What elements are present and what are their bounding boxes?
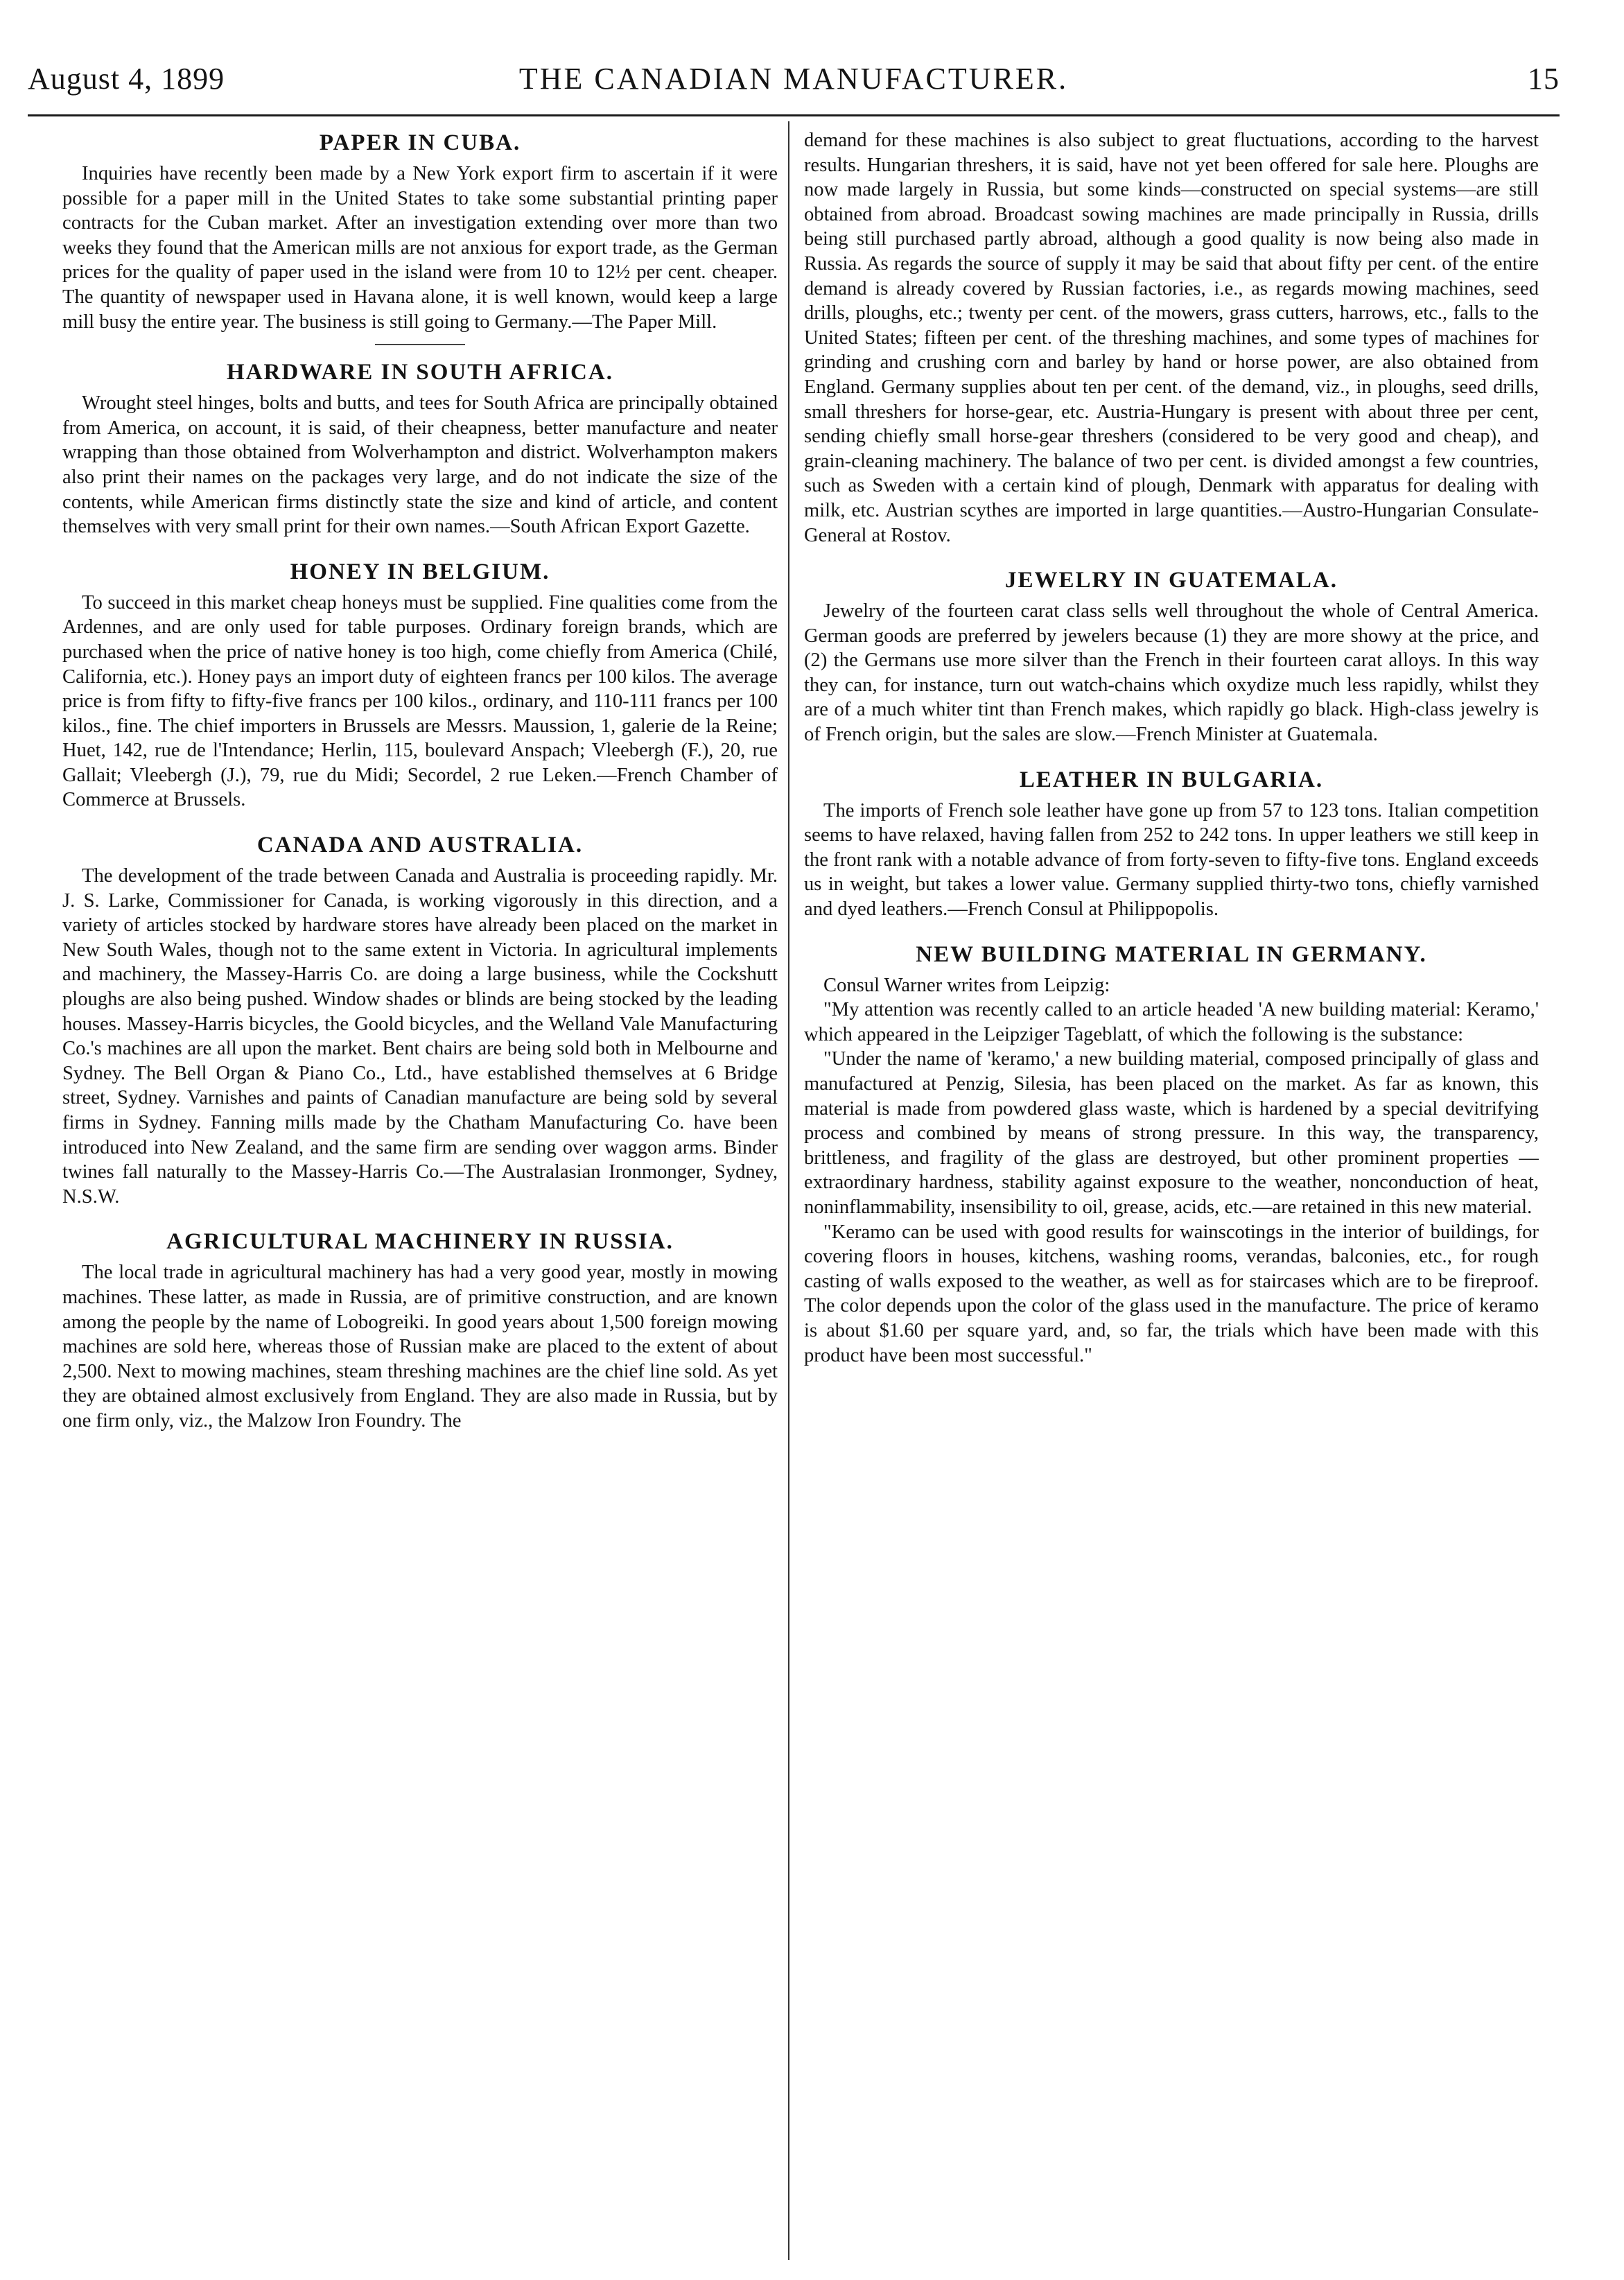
article-leather-in-bulgaria [804, 765, 1539, 922]
masthead [28, 0, 1560, 121]
article-body [804, 128, 1539, 548]
article-body [62, 162, 778, 334]
article-jewelry-in-guatemala [804, 566, 1539, 747]
article-new-building-material-in-germany [804, 940, 1539, 1368]
article-headline: CANADA AND AUSTRALIA. [256, 833, 584, 858]
article-paragraph: "Under the name of 'keramo,' a new building material, composed principally of glass and manufactured at Penzig, Silesia, has been placed on the market. As far as known, this material is made from powdered glass waste, which is hardened by a special devitrifying process and combined by means of strong pressure. In this way, the transparency, brittleness, and fragility of the glass are destroyed, but other prominent properties — extraordinary hardness, stability against exposure to the weather, nonconduction of heat, noninflammability, insensibility to oil, grease, acids, etc.—are retained in this new material. [804, 1048, 1539, 1218]
column-divider [788, 121, 789, 2260]
article-body [62, 391, 778, 539]
right-column [804, 128, 1539, 2267]
article-body [62, 1260, 778, 1433]
article-headline: AGRICULTURAL MACHINERY IN RUSSIA. [166, 1229, 674, 1255]
section-divider [375, 344, 465, 345]
article-hardware-in-south-africa [62, 358, 778, 539]
article-paragraph: Inquiries have recently been made by a New York export firm to ascertain if it were possible for a paper mill in the United States to take some substantial printing paper contracts for the Cuban market. After an investigation extending over more than two weeks they found that the American mills are not anxious for export trade, as the German prices for the quality of paper used in the island were from 10 to 12½ per cent. cheaper. The quantity of newspaper used in Havana alone, it is well known, would keep a large mill busy the entire year. The business is still going to Germany.—The Paper Mill. [62, 163, 778, 333]
issue-date: August 4, 1899 [28, 62, 225, 96]
article-headline: NEW BUILDING MATERIAL IN GERMANY. [916, 941, 1427, 967]
article-paragraph: demand for these machines is also subject to great fluctuations, according to the harvest results. Hungarian threshers, it is said, have not yet been offered for sale here. Ploughs are now made largely in Russia, but some kinds—constructed on special systems—are still obtained from abroad. Broadcast sowing machines are made principally in Russia, drills being still purchased partly abroad, although a good quality is now being also made in Russia. As regards the source of supply it may be said that about fifty per cent. of the entire demand is already covered by Russian factories, i.e., as regards mowing machines, seed drills, ploughs, etc.; twenty per cent. of the mowers, grass cutters, harrows, etc., falls to the United States; fifteen per cent. of the threshing machines, and some types of machines for grinding and crushing corn and barley by hand or horse power, are also obtained from England. Germany supplies about ten per cent. of the demand, viz., in ploughs, seed drills, small threshers for horse-gear, etc. Austria-Hungary is present with about three per cent, sending chiefly small horse-gear threshers (considered to be very good and cheap), and grain-cleaning machinery. The balance of two per cent. is divided amongst a few countries, such as Sweden with a certain kind of plough, Denmark with apparatus for dealing with milk, etc. Austrian scythes are imported in large quantities.—Austro-Hungarian Consulate-General at Rostov. [804, 130, 1539, 546]
article-paragraph: Jewelry of the fourteen carat class sells well throughout the whole of Central America. German goods are preferred by jewelers because (1) they are more showy at the price, and (2) the Germans use more silver than the French in their fourteen carat alloys. In this way they can, for instance, turn out watch-chains which oxydize much less rapidly, whilst they are of a much whiter tint than French makes, which rapidly go black. High-class jewelry is of French origin, but the sales are slow.—French Minister at Guatemala. [804, 600, 1539, 746]
article-headline: HONEY IN BELGIUM. [290, 559, 550, 584]
article-body [62, 864, 778, 1209]
left-column [62, 128, 778, 2267]
article-paragraph: Wrought steel hinges, bolts and butts, and tees for South Africa are principally obtained from America, on account, it is said, of their cheapness, better manufacture and neater wrapping than those obtained from Wolverhampton and district. Wolverhampton makers also print their names on the packages very large, and do not indicate the size of the contents, while American firms distinctly state the size and kind of article, and content themselves with very small print for their own names.—South African Export Gazette. [62, 392, 778, 538]
article-headline: HARDWARE IN SOUTH AFRICA. [227, 360, 613, 385]
article-agricultural-machinery-continued [804, 128, 1539, 548]
article-paragraph: "My attention was recently called to an article headed 'A new building material: Keramo,' which appeared in the Leipziger Tageblatt, of which the following is the substance: [804, 999, 1539, 1045]
article-paragraph: The imports of French sole leather have gone up from 57 to 123 tons. Italian competition seems to have relaxed, having fallen from 252 to 242 tons. In upper leathers we still keep in the front rank with a notable advance of from forty-seven to fifty-five tons. England exceeds us in weight, but takes a lower value. Germany supplied thirty-two tons, chiefly varnished and dyed leathers.—French Consul at Philippopolis. [804, 799, 1539, 921]
article-canada-and-australia [62, 830, 778, 1209]
article-paragraph: The development of the trade between Canada and Australia is proceeding rapidly. Mr. J. S. Larke, Commissioner for Canada, is working vigorously in this direction, and a variety of articles stocked by hardware stores have already been placed on the market in New South Wales, though not to the same extent in Victoria. In agricultural implements and machinery, the Massey-Harris Co. are doing a large business, while the Cockshutt ploughs are also being pushed. Window shades or blinds are being stocked by the leading houses. Massey-Harris bicycles, the Goold bicycles, and the Welland Vale Manufacturing Co.'s machines are all upon the market. Bent chairs are being sold both in Melbourne and Sydney. The Bell Organ & Piano Co., Ltd., have established themselves at 6 Bridge street, Sydney. Varnishes and paints of Canadian manufacture are being sold by several firms in Sydney. Fanning mills made by the Chatham Manufacturing Co. have been introduced into New Zealand, and the same firm are sending over waggon arms. Binder twines fall naturally to the Massey-Harris Co.—The Australasian Ironmonger, Sydney, N.S.W. [62, 865, 778, 1208]
article-headline: JEWELRY IN GUATEMALA. [1005, 568, 1338, 593]
article-body [804, 973, 1539, 1368]
article-agricultural-machinery-in-russia [62, 1227, 778, 1433]
article-body [804, 799, 1539, 922]
article-body [804, 599, 1539, 747]
article-paragraph: To succeed in this market cheap honeys must be supplied. Fine qualities come from the Ardennes, and are only used for table purposes. Ordinary foreign brands, which are purchased when the price of native honey is too high, come chiefly from America (Chilé, California, etc.). Honey pays an import duty of eighteen francs per 100 kilos. The average price is from fifty to fifty-five francs per 100 kilos., ordinary, and 110-111 francs per 100 kilos., fine. The chief importers in Brussels are Messrs. Maussion, 1, galerie de la Reine; Huet, 142, rue de l'Intendance; Herlin, 115, boulevard Anspach; Vleebergh (F.), 20, rue Gallait; Vleebergh (J.), 79, rue du Midi; Secordel, 2 rue Leken.—French Chamber of Commerce at Brussels. [62, 591, 778, 811]
article-paragraph: "Keramo can be used with good results for wainscotings in the interior of buildings, for covering floors in houses, kitchens, washing rooms, verandas, balconies, etc., for rough casting of walls exposed to the weather, as well as for staircases which are to be fireproof. The color depends upon the color of the glass used in the manufacture. The price of keramo is about $1.60 per square yard, and, so far, the trials which have been made with this product have been most successful." [804, 1221, 1539, 1366]
article-honey-in-belgium [62, 557, 778, 812]
publication-title: THE CANADIAN MANUFACTURER. [518, 62, 1069, 96]
article-paragraph: Consul Warner writes from Leipzig: [823, 974, 1110, 996]
article-body [62, 591, 778, 812]
page-number: 15 [1528, 62, 1560, 96]
article-headline: PAPER IN CUBA. [319, 130, 521, 155]
article-paper-in-cuba [62, 128, 778, 334]
masthead-rule [28, 114, 1560, 116]
article-headline: LEATHER IN BULGARIA. [1019, 767, 1324, 792]
article-paragraph: The local trade in agricultural machinery has had a very good year, mostly in mowing machines. These latter, as made in Russia, are of primitive construction, and are known among the people by the name of Lobogreiki. In good years about 1,500 foreign mowing machines are sold here, whereas those of Russian make are placed to the extent of about 2,500. Next to mowing machines, steam threshing machines are the chief line sold. As yet they are obtained almost exclusively from England. They are also made in Russia, but by one firm only, viz., the Malzow Iron Foundry. The [62, 1262, 778, 1431]
